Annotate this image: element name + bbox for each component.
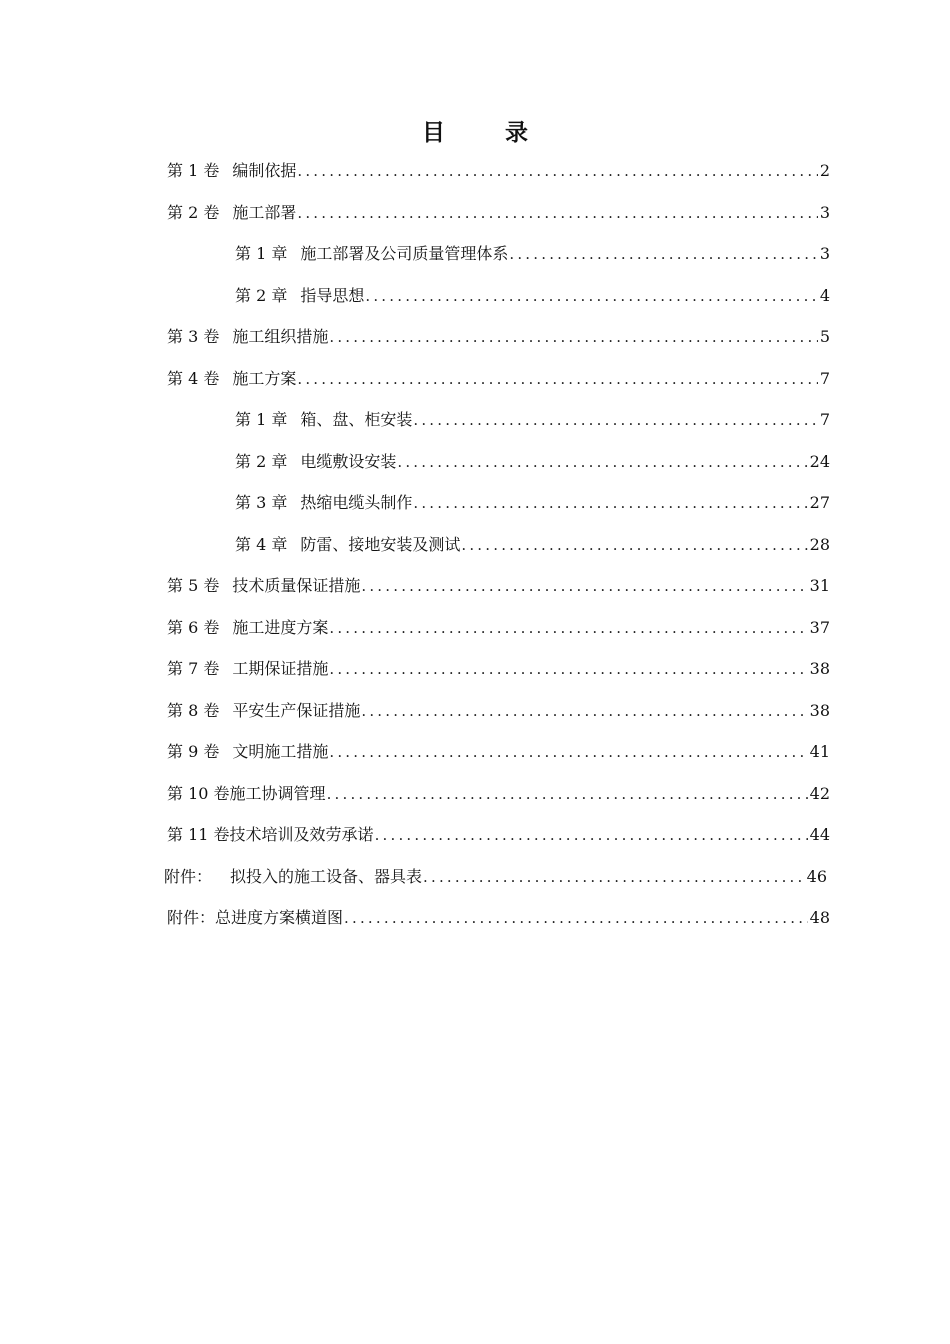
toc-entry: [167, 160, 830, 182]
toc-entry-title: 平安生产保证措施: [232, 700, 361, 720]
toc-page-number: 28: [809, 534, 830, 554]
toc-entry: [235, 409, 830, 431]
toc-entry-prefix: 第 4 卷: [167, 368, 220, 388]
toc-entry-title: 技术质量保证措施: [232, 576, 361, 595]
toc-entry-prefix: 第 3 卷: [167, 327, 220, 346]
toc-entry-label: [235, 243, 508, 265]
toc-entry-title: 施工方案: [232, 368, 297, 388]
toc-page-number: 41: [809, 742, 830, 761]
toc-page-number: 4: [819, 285, 830, 305]
toc-entry-prefix: 第 7 卷: [167, 659, 220, 678]
toc-entry: [167, 824, 830, 846]
toc-page-number: 3: [819, 202, 830, 222]
toc-entry-label: [164, 866, 422, 888]
toc-page-number: 5: [819, 327, 830, 346]
toc-entry-label: [167, 658, 328, 680]
toc-entry: [167, 617, 830, 639]
toc-page-number: 46: [806, 866, 827, 886]
toc-dot-leader: [413, 409, 817, 431]
toc-entry-label: [167, 575, 360, 597]
toc-entry-prefix: 第 4 章: [235, 534, 288, 554]
toc-entry-prefix: 第 10 卷: [167, 783, 230, 803]
toc-entry-prefix: 第 2 章: [235, 451, 288, 471]
toc-page-number: 44: [809, 825, 830, 844]
toc-entry-title: 热缩电缆头制作: [300, 493, 413, 512]
toc-dot-leader: [297, 202, 817, 224]
toc-dot-leader: [297, 160, 817, 182]
toc-entry-label: [167, 160, 296, 182]
toc-page-number: 27: [809, 493, 830, 512]
toc-entry-prefix: 第 2 章: [235, 285, 288, 305]
toc-dot-leader: [329, 658, 807, 680]
toc-entry: [235, 243, 830, 265]
toc-page-number: 7: [819, 410, 830, 429]
toc-page-number: 24: [809, 451, 830, 471]
toc-page-number: 38: [809, 700, 830, 720]
toc-entry-label: [167, 617, 328, 639]
toc-entry-title: 施工部署及公司质量管理体系: [300, 244, 509, 263]
toc-dot-leader: [361, 575, 807, 597]
toc-entry-title: 拟投入的施工设备、器具表: [230, 866, 423, 886]
toc-entry: [167, 575, 830, 597]
toc-entry: [167, 741, 830, 763]
toc-entry: [235, 492, 830, 514]
page-title: 目 录: [421, 119, 554, 146]
toc-entry-label: [167, 326, 328, 348]
toc-entry-prefix: 附件：: [167, 908, 216, 927]
toc-dot-leader: [365, 285, 817, 307]
toc-entry: [164, 866, 827, 888]
toc-entry-prefix: 第 9 卷: [167, 742, 220, 761]
toc-entry-title: 总进度方案横道图: [215, 908, 344, 927]
toc-dot-leader: [327, 783, 808, 805]
toc-entry: [235, 534, 830, 556]
toc-entry-label: [167, 368, 296, 390]
toc-dot-leader: [509, 243, 817, 265]
toc-entry-label: [167, 824, 374, 846]
toc-page-number: 38: [809, 659, 830, 678]
toc-entry-label: [235, 534, 460, 556]
toc-dot-leader: [361, 700, 807, 722]
toc-entry-label: [167, 741, 328, 763]
toc-entry-label: [167, 202, 296, 224]
toc-dot-leader: [461, 534, 807, 556]
toc-entry: [167, 202, 830, 224]
toc-entry-prefix: 第 3 章: [235, 493, 288, 512]
toc-entry-prefix: 第 1 卷: [167, 161, 220, 180]
toc-entry-title: 工期保证措施: [232, 659, 329, 678]
toc-entry-title: 施工协调管理: [229, 783, 326, 803]
toc-entry-title: 施工组织措施: [232, 327, 329, 346]
toc-dot-leader: [423, 866, 805, 888]
toc-entry-prefix: 第 5 卷: [167, 576, 220, 595]
toc-entry-prefix: 第 2 卷: [167, 202, 220, 222]
toc-dot-leader: [329, 326, 817, 348]
toc-entry-label: [235, 409, 412, 431]
toc-entry-label: [167, 783, 326, 805]
toc-entry: [167, 368, 830, 390]
toc-entry-title: 文明施工措施: [232, 742, 329, 761]
toc-entry-title: 电缆敷设安装: [300, 451, 397, 471]
toc-page-number: 3: [819, 244, 830, 263]
toc-entry-label: [235, 451, 396, 473]
toc-entry-label: [235, 285, 364, 307]
toc-entry: [235, 285, 830, 307]
toc-dot-leader: [297, 368, 817, 390]
toc-entry: [167, 700, 830, 722]
toc-dot-leader: [413, 492, 807, 514]
toc-page-number: 7: [819, 368, 830, 388]
toc-page-number: 31: [809, 576, 830, 595]
toc-entry-prefix: 第 6 卷: [167, 617, 220, 637]
toc-dot-leader: [375, 824, 808, 846]
toc-entry-prefix: 第 1 章: [235, 244, 288, 263]
toc-entry-label: [167, 700, 360, 722]
toc-entry-label: [167, 907, 343, 929]
toc-entry-prefix: 第 11 卷: [167, 825, 230, 844]
toc-page-number: 2: [819, 161, 830, 180]
toc-entry-title: 技术培训及效劳承诺: [229, 825, 374, 844]
toc-dot-leader: [329, 741, 807, 763]
toc-entry: [167, 907, 830, 929]
toc-entry: [167, 658, 830, 680]
toc-entry-label: [235, 492, 412, 514]
toc-dot-leader: [397, 451, 807, 473]
toc-entry: [167, 783, 830, 805]
toc-entry-title: 指导思想: [300, 285, 365, 305]
toc-entry-prefix: 附件：: [164, 866, 213, 886]
toc-page-number: 37: [809, 617, 830, 637]
toc-page-number: 42: [809, 783, 830, 803]
toc-dot-leader: [329, 617, 807, 639]
toc-entry-title: 编制依据: [232, 161, 297, 180]
toc-entry-title: 防雷、接地安装及测试: [300, 534, 461, 554]
toc-entry-title: 箱、盘、柜安装: [300, 410, 413, 429]
toc-entry-title: 施工部署: [232, 202, 297, 222]
toc-entry: [167, 326, 830, 348]
toc-page-number: 48: [809, 908, 830, 927]
toc-entry-prefix: 第 8 卷: [167, 700, 220, 720]
toc-entry-prefix: 第 1 章: [235, 410, 288, 429]
toc-dot-leader: [344, 907, 808, 929]
toc-entry-title: 施工进度方案: [232, 617, 329, 637]
toc-entry: [235, 451, 830, 473]
